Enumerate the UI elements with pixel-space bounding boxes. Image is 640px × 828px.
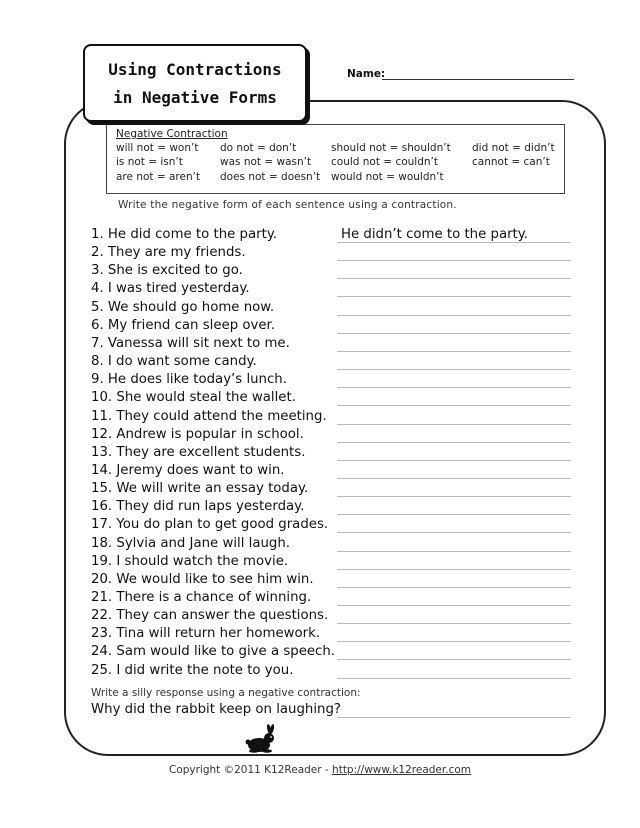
- answer-line[interactable]: [337, 532, 571, 533]
- question-item: 15. We will write an essay today.: [91, 481, 309, 496]
- title-box: [83, 44, 307, 122]
- question-item: 16. They did run laps yesterday.: [91, 499, 305, 514]
- answer-line[interactable]: [337, 659, 571, 660]
- reference-heading: Negative Contraction: [116, 128, 228, 140]
- question-item: 11. They could attend the meeting.: [91, 409, 327, 424]
- answer-line[interactable]: [337, 551, 571, 552]
- answer-line[interactable]: [337, 278, 571, 279]
- question-item: 4. I was tired yesterday.: [91, 281, 250, 296]
- reference-item: should not = shouldn’t: [331, 142, 451, 154]
- answer-line[interactable]: [337, 641, 571, 642]
- answer-line[interactable]: [337, 424, 571, 425]
- name-label: Name:: [347, 68, 386, 80]
- title-line-2: in Negative Forms: [113, 88, 277, 107]
- question-item: 24. Sam would like to give a speech.: [91, 644, 336, 659]
- reference-item: cannot = can’t: [472, 156, 550, 168]
- answer-line[interactable]: [337, 496, 571, 497]
- question-item: 23. Tina will return her homework.: [91, 626, 321, 641]
- answer-line[interactable]: [337, 296, 571, 297]
- reference-item: are not = aren’t: [116, 171, 201, 183]
- answer-line[interactable]: [337, 351, 571, 352]
- instruction-text: Write the negative form of each sentence using a contraction.: [118, 199, 457, 211]
- question-item: 2. They are my friends.: [91, 245, 246, 260]
- answer-line[interactable]: [337, 315, 571, 316]
- answer-line[interactable]: [337, 405, 571, 406]
- question-item: 21. There is a chance of winning.: [91, 590, 312, 605]
- reference-item: does not = doesn’t: [220, 171, 321, 183]
- question-item: 25. I did write the note to you.: [91, 663, 294, 678]
- reference-item: was not = wasn’t: [220, 156, 312, 168]
- question-item: 10. She would steal the wallet.: [91, 390, 296, 405]
- answer-line[interactable]: [337, 514, 571, 515]
- question-item: 20. We would like to see him win.: [91, 572, 314, 587]
- question-item: 6. My friend can sleep over.: [91, 318, 276, 333]
- reference-item: did not = didn’t: [472, 142, 555, 154]
- answer-line[interactable]: [337, 478, 571, 479]
- answer-line[interactable]: [337, 587, 571, 588]
- question-item: 13. They are excellent students.: [91, 445, 306, 460]
- answer-line[interactable]: [337, 605, 571, 606]
- answer-line[interactable]: [337, 442, 571, 443]
- answer-line[interactable]: [337, 242, 571, 243]
- rabbit-icon: [240, 724, 280, 754]
- answer-line[interactable]: [337, 333, 571, 334]
- website-link[interactable]: http://www.k12reader.com: [332, 764, 472, 776]
- reference-item: could not = couldn’t: [331, 156, 438, 168]
- answer-line[interactable]: [337, 678, 571, 679]
- answer-line[interactable]: [337, 260, 571, 261]
- reference-item: do not = don’t: [220, 142, 297, 154]
- example-answer: He didn’t come to the party.: [341, 227, 528, 242]
- name-field-line[interactable]: [382, 79, 574, 80]
- question-item: 1. He did come to the party.: [91, 227, 278, 242]
- answer-line[interactable]: [337, 623, 571, 624]
- question-item: 12. Andrew is popular in school.: [91, 427, 304, 442]
- question-item: 3. She is excited to go.: [91, 263, 243, 278]
- reference-item: is not = isn’t: [116, 156, 183, 168]
- answer-line[interactable]: [337, 460, 571, 461]
- question-item: 5. We should go home now.: [91, 300, 275, 315]
- reference-item: would not = wouldn’t: [331, 171, 444, 183]
- silly-instruction: Write a silly response using a negative contraction:: [91, 687, 361, 699]
- title-line-1: Using Contractions: [108, 60, 282, 79]
- copyright-footer: [0, 764, 640, 776]
- question-item: 22. They can answer the questions.: [91, 608, 329, 623]
- question-item: 7. Vanessa will sit next to me.: [91, 336, 290, 351]
- answer-line[interactable]: [337, 387, 571, 388]
- silly-question: Why did the rabbit keep on laughing?: [91, 702, 341, 717]
- question-item: 9. He does like today’s lunch.: [91, 372, 287, 387]
- copyright-text: Copyright ©2011 K12Reader -: [168, 764, 333, 776]
- answer-line[interactable]: [337, 369, 571, 370]
- answer-line[interactable]: [337, 569, 571, 570]
- question-item: 8. I do want some candy.: [91, 354, 257, 369]
- question-item: 19. I should watch the movie.: [91, 554, 289, 569]
- silly-answer-line[interactable]: [337, 717, 571, 718]
- question-item: 14. Jeremy does want to win.: [91, 463, 285, 478]
- question-item: 18. Sylvia and Jane will laugh.: [91, 536, 291, 551]
- reference-item: will not = won’t: [116, 142, 199, 154]
- question-item: 17. You do plan to get good grades.: [91, 517, 329, 532]
